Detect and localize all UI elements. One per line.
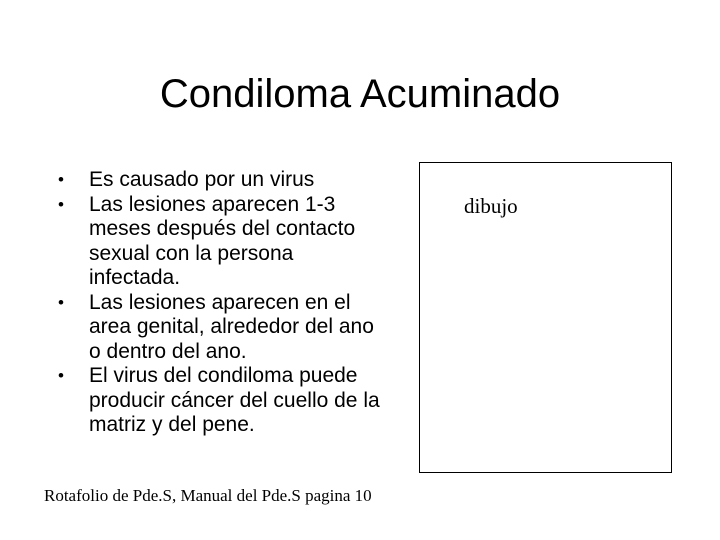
bullet-text: El virus del condiloma puede producir cáncer del cuello de la matriz y del pene. <box>89 364 380 436</box>
bullet-text: Las lesiones aparecen 1-3 meses después del contacto sexual con la persona infectada. <box>89 192 356 289</box>
bullet-icon: • <box>58 292 64 312</box>
bullet-text: Las lesiones aparecen en el area genital, alrededor del ano o dentro del ano. <box>89 290 374 363</box>
bullet-item <box>56 168 386 193</box>
bullet-icon: • <box>58 366 64 385</box>
bullet-icon: • <box>58 194 64 214</box>
source-footer: Rotafolio de Pde.S, Manual del Pde.S pagina 10 <box>44 486 372 505</box>
slide-title: Condiloma Acuminado <box>159 72 561 116</box>
drawing-placeholder-box <box>419 162 672 473</box>
bullet-list <box>56 168 386 438</box>
bullet-text: Es causado por un virus <box>89 168 315 191</box>
bullet-item <box>56 291 386 365</box>
drawing-placeholder-label: dibujo <box>464 194 518 218</box>
bullet-item <box>56 364 386 438</box>
bullet-icon: • <box>58 170 64 189</box>
bullet-item <box>56 193 386 291</box>
